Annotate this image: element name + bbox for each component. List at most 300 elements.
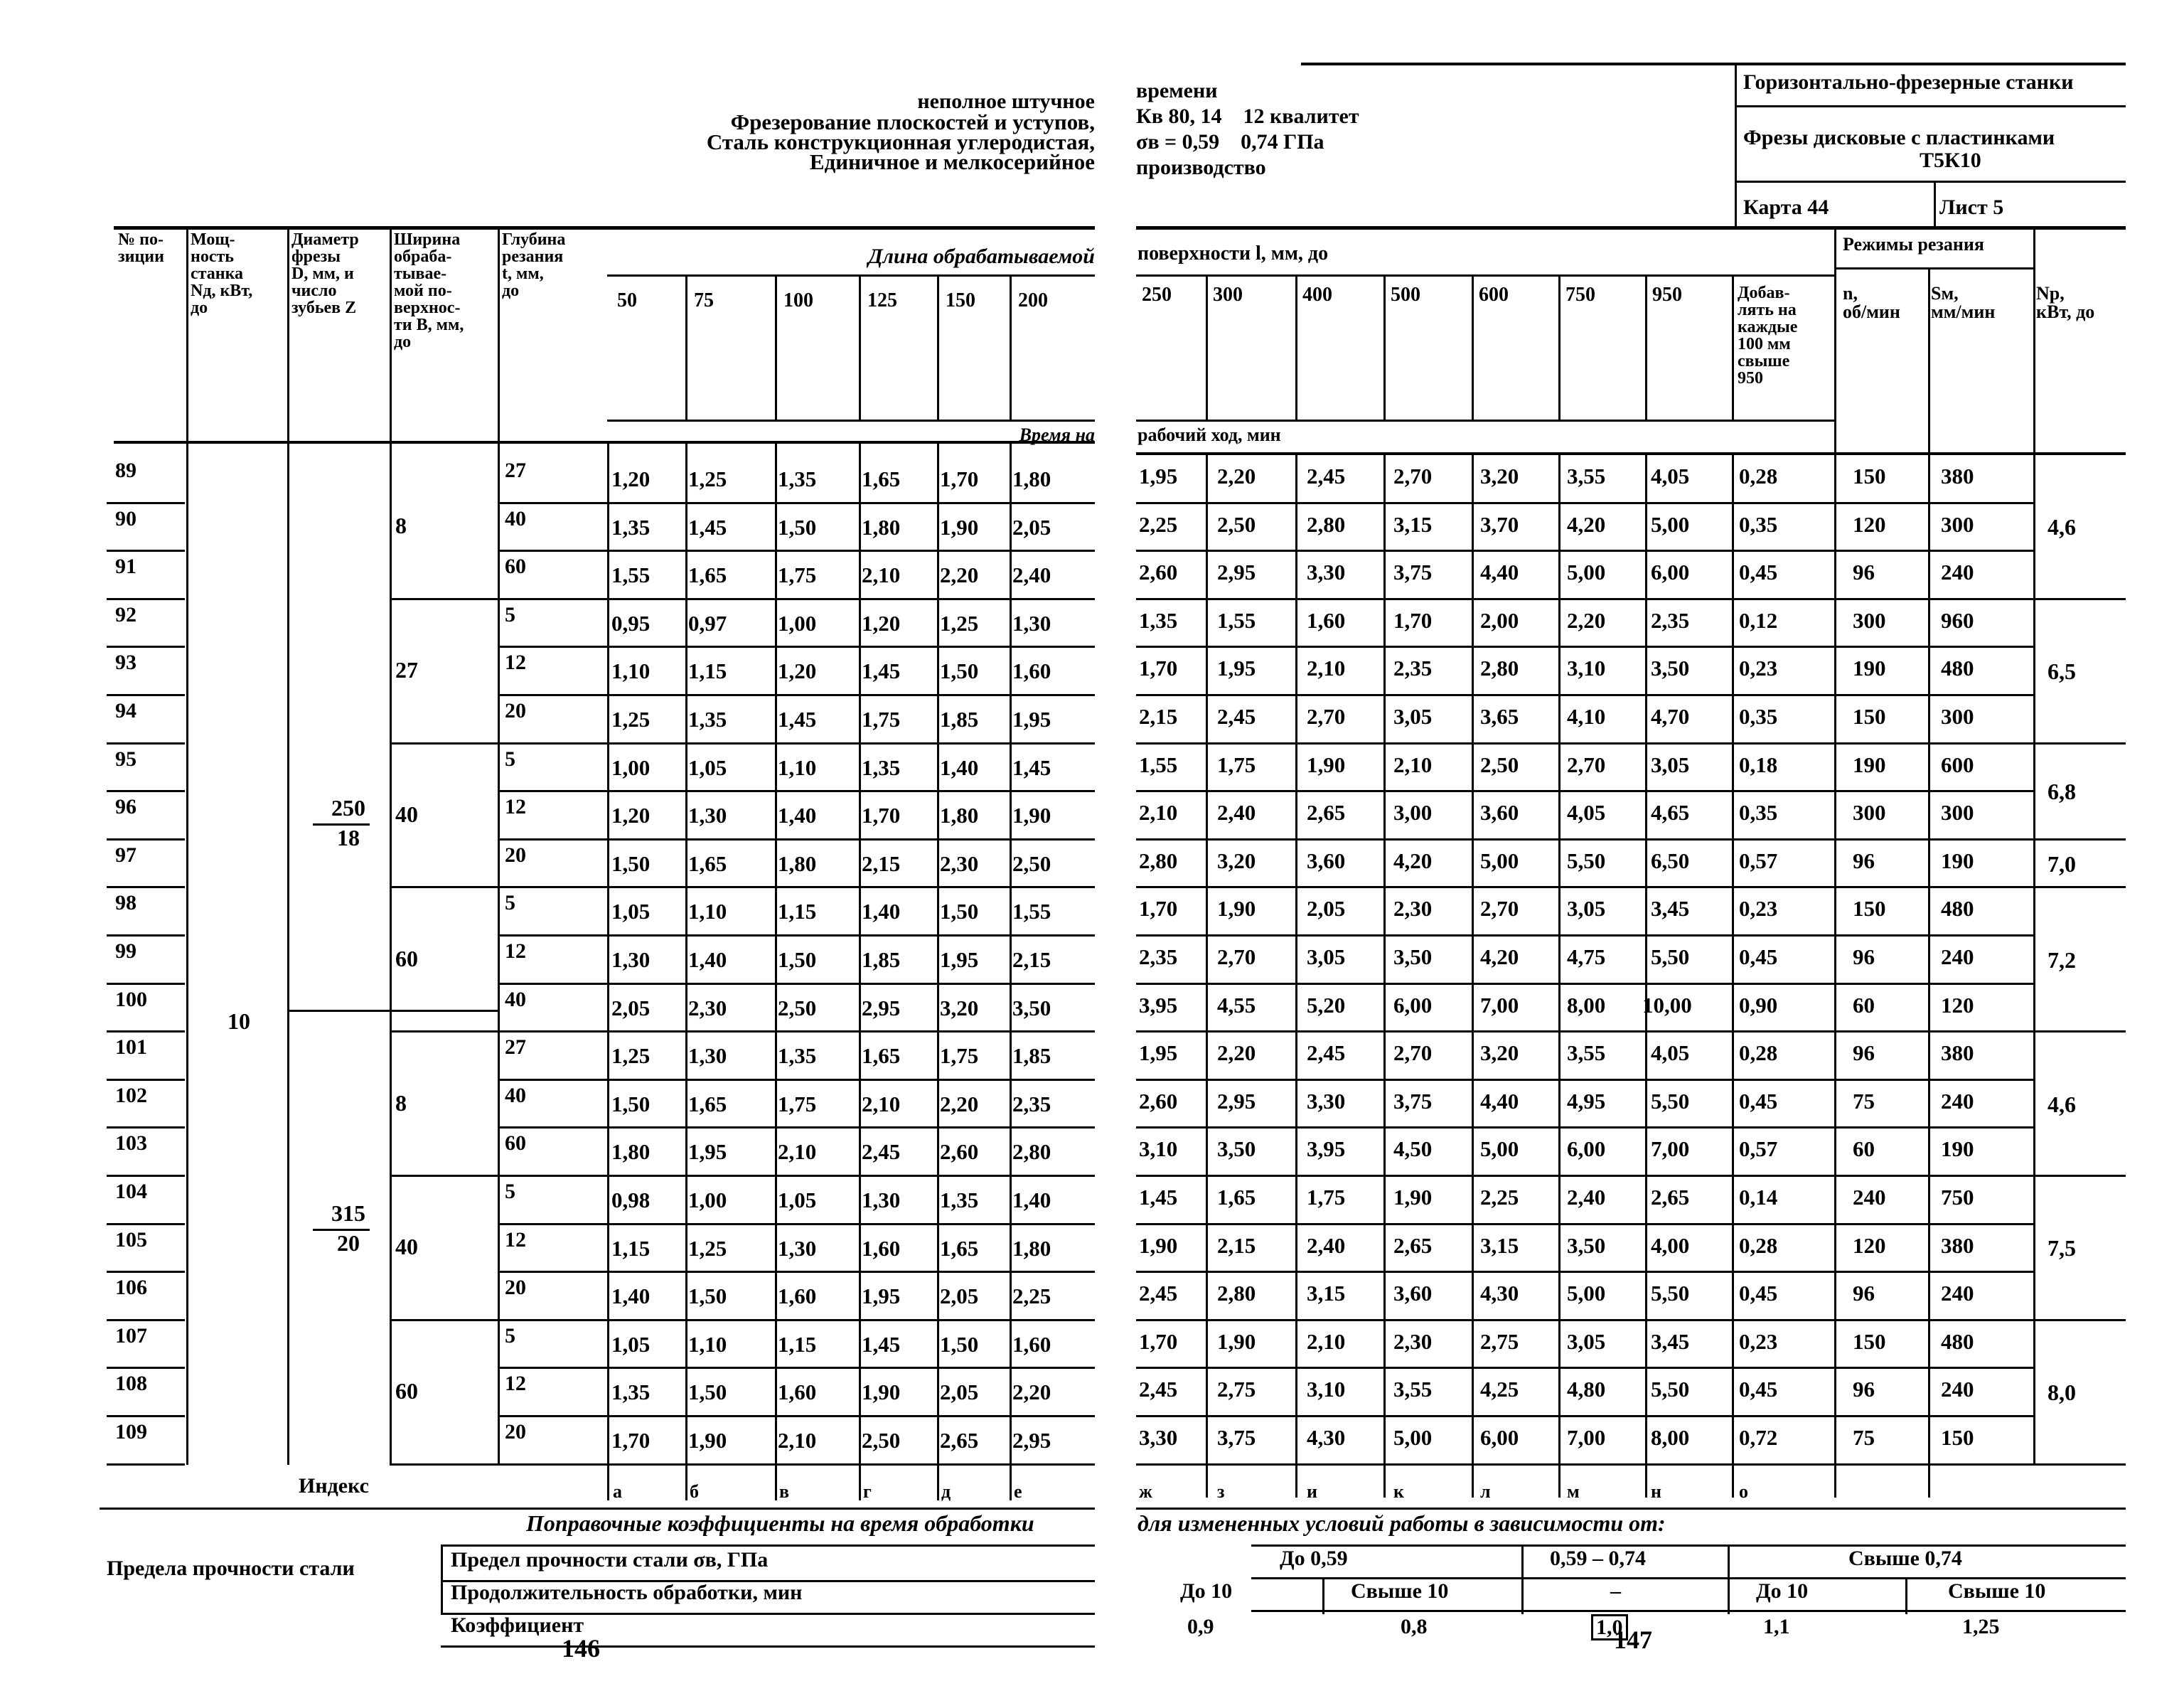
time-value: 2,30 <box>688 995 727 1020</box>
right-time-value: 120 <box>1853 1232 1886 1258</box>
time-value: 1,85 <box>1012 1043 1051 1069</box>
time-value: 1,55 <box>611 562 651 588</box>
right-time-value: 0,35 <box>1739 704 1778 729</box>
length-group-header: Длина обрабатываемой <box>868 245 1095 268</box>
depth-value: 27 <box>505 459 526 482</box>
time-value: 1,20 <box>611 803 651 828</box>
time-value: 1,95 <box>862 1284 901 1309</box>
right-time-value: 7,00 <box>1480 992 1519 1018</box>
right-time-value: 0,14 <box>1739 1185 1778 1210</box>
diam-fraction-denominator: 20 <box>337 1230 360 1256</box>
np-group-value: 8,0 <box>2048 1380 2076 1406</box>
length-col-header: 500 <box>1391 284 1420 306</box>
right-time-value: 300 <box>1853 607 1886 633</box>
right-time-value: 3,55 <box>1393 1377 1433 1402</box>
index-letter: ж <box>1139 1480 1152 1502</box>
right-time-value: 1,35 <box>1139 607 1178 633</box>
width-col-divider <box>390 441 392 1465</box>
right-time-value: 4,05 <box>1567 800 1606 826</box>
index-label: Индекс <box>299 1473 369 1498</box>
time-value: 1,30 <box>611 947 651 972</box>
time-value: 1,40 <box>778 803 817 828</box>
time-value: 1,90 <box>940 514 979 540</box>
np-group-rule <box>2033 742 2126 745</box>
right-time-value: 5,00 <box>1567 560 1606 585</box>
left-header-divider <box>390 226 392 441</box>
right-time-value: 0,45 <box>1739 1088 1778 1114</box>
right-time-value: 3,05 <box>1307 944 1346 969</box>
length-col-header: 50 <box>617 289 637 311</box>
length-col-divider <box>1206 274 1208 420</box>
right-col-divider <box>1732 452 1734 1498</box>
position-number: 103 <box>115 1131 147 1156</box>
factor-row-label: Коэффициент <box>451 1613 584 1637</box>
pos-row-rule <box>107 886 185 888</box>
position-number: 93 <box>115 651 136 675</box>
time-value: 1,80 <box>940 803 979 828</box>
factor-row-label: Продолжительность обработки, мин <box>451 1580 803 1604</box>
rf-divider <box>1322 1577 1324 1614</box>
data-row-rule <box>498 1030 1095 1033</box>
right-time-value: 2,00 <box>1480 607 1519 633</box>
right-time-value: 3,95 <box>1139 992 1178 1018</box>
time-value: 1,50 <box>940 1331 979 1357</box>
right-time-value: 190 <box>1941 848 1974 873</box>
right-time-value: 3,05 <box>1567 896 1606 922</box>
right-row-rule <box>1136 790 2033 792</box>
right-row-rule <box>1136 550 2033 552</box>
width-group-rule <box>390 742 498 745</box>
index-letter: н <box>1651 1480 1661 1502</box>
factor-row-label: Предел прочности стали σв, ГПа <box>451 1547 769 1572</box>
right-time-value: 3,60 <box>1393 1281 1433 1306</box>
depth-value: 5 <box>505 602 515 626</box>
pos-row-rule <box>107 934 185 937</box>
right-time-value: 2,40 <box>1567 1185 1606 1210</box>
position-number: 95 <box>115 747 136 771</box>
right-time-value: 60 <box>1853 1136 1875 1162</box>
index-letter: а <box>613 1480 622 1502</box>
right-time-value: 7,00 <box>1651 1136 1690 1162</box>
right-time-value: 1,90 <box>1139 1232 1178 1258</box>
right-length-group: поверхности l, мм, до <box>1138 242 1329 265</box>
index-letter: о <box>1739 1480 1748 1502</box>
time-value: 2,65 <box>940 1428 979 1453</box>
right-time-value: 2,35 <box>1651 607 1690 633</box>
right-time-value: 0,23 <box>1739 1328 1778 1354</box>
right-time-value: 0,28 <box>1739 464 1778 489</box>
time-value: 1,95 <box>1012 707 1051 732</box>
left-page-number: 146 <box>562 1634 600 1663</box>
time-value: 1,90 <box>862 1380 901 1405</box>
time-value: 3,50 <box>1012 995 1051 1020</box>
right-time-value: 1,70 <box>1139 656 1178 681</box>
time-value: 2,60 <box>940 1139 979 1165</box>
time-value: 2,35 <box>1012 1091 1051 1116</box>
time-value: 1,05 <box>688 754 727 780</box>
time-value: 2,05 <box>1012 514 1051 540</box>
time-value: 2,05 <box>940 1380 979 1405</box>
right-time-value: 0,28 <box>1739 1232 1778 1258</box>
right-row-rule <box>1136 983 2033 985</box>
time-value: 1,45 <box>688 514 727 540</box>
depth-value: 27 <box>505 1035 526 1060</box>
title-line-3: Т5К10 <box>1920 149 1981 172</box>
time-col-divider <box>859 441 861 1500</box>
time-value: 2,05 <box>611 995 651 1020</box>
right-time-value: 2,15 <box>1217 1232 1256 1258</box>
right-time-value: 3,95 <box>1307 1136 1346 1162</box>
right-row-rule <box>1136 1126 2033 1129</box>
right-time-value: 2,70 <box>1393 464 1433 489</box>
position-number: 98 <box>115 891 136 915</box>
right-time-value: 3,50 <box>1567 1232 1606 1258</box>
right-time-value: 0,45 <box>1739 1377 1778 1402</box>
time-col-divider <box>1010 441 1012 1500</box>
diam-fraction-numerator: 315 <box>331 1200 365 1226</box>
data-row-rule <box>498 502 1095 504</box>
length-col-divider <box>1558 274 1561 420</box>
time-value: 1,05 <box>778 1188 817 1212</box>
right-time-value: 2,70 <box>1307 704 1346 729</box>
width-group-value: 40 <box>395 1234 418 1260</box>
time-value: 1,35 <box>611 1380 651 1405</box>
modes-rule <box>1834 267 2033 270</box>
time-value: 1,05 <box>611 1331 651 1357</box>
right-time-value: 2,60 <box>1139 1088 1178 1114</box>
time-value: 2,15 <box>862 850 901 876</box>
position-number: 107 <box>115 1323 147 1348</box>
right-time-value: 3,00 <box>1393 800 1433 826</box>
time-value: 1,65 <box>688 850 727 876</box>
right-time-value: 2,50 <box>1480 752 1519 777</box>
pos-row-rule <box>107 1367 185 1369</box>
duration-col: Свыше 10 <box>1948 1579 2046 1603</box>
length-col-header: 600 <box>1479 284 1509 306</box>
time-value: 1,60 <box>1012 1331 1051 1357</box>
right-header-line: Кв 80, 14 12 квалитет <box>1136 105 1359 128</box>
right-row-rule <box>1136 838 2033 841</box>
right-time-value: 4,25 <box>1480 1377 1519 1402</box>
right-time-value: 240 <box>1941 944 1974 969</box>
time-value: 1,20 <box>611 466 651 491</box>
power-col-divider <box>186 441 188 1465</box>
right-time-value: 150 <box>1853 1328 1886 1354</box>
position-number: 108 <box>115 1372 147 1396</box>
right-time-value: 3,50 <box>1217 1136 1256 1162</box>
right-time-value: 2,35 <box>1393 656 1433 681</box>
right-time-value: 0,23 <box>1739 896 1778 922</box>
time-value: 1,50 <box>778 947 817 972</box>
right-header-line: производство <box>1136 156 1266 179</box>
data-row-rule <box>498 983 1095 985</box>
data-row-rule <box>498 1175 1095 1177</box>
data-row-rule <box>498 646 1095 648</box>
modes-header: Режимы резания <box>1843 234 1984 255</box>
right-time-value: 2,25 <box>1480 1185 1519 1210</box>
right-time-value: 5,00 <box>1567 1281 1606 1306</box>
length-col-divider <box>1472 274 1474 420</box>
right-time-value: 0,45 <box>1739 560 1778 585</box>
position-number: 102 <box>115 1083 147 1107</box>
right-time-value: 60 <box>1853 992 1875 1018</box>
time-value: 2,10 <box>778 1428 817 1453</box>
right-row-rule <box>1136 1367 2033 1369</box>
width-group-value: 60 <box>395 945 418 971</box>
time-col-divider <box>607 441 609 1500</box>
right-row-rule <box>1136 1271 2033 1273</box>
right-time-value: 2,05 <box>1307 896 1346 922</box>
left-top-rule <box>114 226 1095 230</box>
time-value: 1,50 <box>940 658 979 684</box>
width-group-value: 8 <box>395 513 407 539</box>
time-col-divider <box>775 441 777 1500</box>
width-group-rule <box>390 1319 498 1321</box>
right-row-rule <box>1136 1415 2033 1417</box>
time-value: 1,35 <box>611 514 651 540</box>
time-value: 1,30 <box>688 1043 727 1069</box>
right-time-value: 480 <box>1941 656 1974 681</box>
right-col-divider <box>1383 452 1386 1498</box>
right-time-value: 1,70 <box>1139 1328 1178 1354</box>
title-line-2: Фрезы дисковые с пластинками <box>1743 126 2055 149</box>
width-group-value: 27 <box>395 657 418 683</box>
modes-left-divider <box>1834 226 1836 455</box>
depth-value: 5 <box>505 1323 515 1348</box>
depth-value: 12 <box>505 939 526 963</box>
data-row-rule <box>498 1463 1095 1466</box>
pos-row-rule <box>107 598 185 600</box>
sheet-label: Лист 5 <box>1939 196 2004 219</box>
depth-value: 40 <box>505 1083 526 1107</box>
right-time-value: 7,00 <box>1567 1425 1606 1450</box>
index-letter: г <box>863 1480 872 1502</box>
time-value: 1,30 <box>688 803 727 828</box>
right-time-value: 1,60 <box>1307 607 1346 633</box>
right-time-value: 2,35 <box>1139 944 1178 969</box>
np-group-value: 4,6 <box>2048 1091 2076 1117</box>
factor-row-rule <box>441 1645 1095 1648</box>
right-correction-title: для измененных условий работы в зависимости от: <box>1138 1510 1666 1536</box>
time-value: 1,75 <box>778 1091 817 1116</box>
right-time-value: 3,10 <box>1139 1136 1178 1162</box>
time-value: 0,97 <box>688 610 727 636</box>
data-row-rule <box>498 1319 1095 1321</box>
right-time-value: 4,05 <box>1651 464 1690 489</box>
length-col-divider <box>1010 274 1012 420</box>
pos-row-rule <box>107 1223 185 1225</box>
right-time-value: 380 <box>1941 1040 1974 1066</box>
right-time-value: 2,80 <box>1139 848 1178 873</box>
right-time-value: 2,45 <box>1217 704 1256 729</box>
depth-value: 60 <box>505 1131 526 1156</box>
right-time-value: 3,60 <box>1307 848 1346 873</box>
right-time-value: 2,10 <box>1393 752 1433 777</box>
right-time-value: 240 <box>1853 1185 1886 1210</box>
right-row-rule <box>1136 1319 2033 1321</box>
right-time-value: 150 <box>1941 1425 1974 1450</box>
right-time-value: 2,45 <box>1139 1377 1178 1402</box>
right-time-value: 1,95 <box>1217 656 1256 681</box>
data-row-rule <box>498 1367 1095 1369</box>
data-row-rule <box>498 1079 1095 1081</box>
time-value: 1,30 <box>778 1235 817 1261</box>
time-value: 1,50 <box>688 1284 727 1309</box>
right-time-value: 4,30 <box>1480 1281 1519 1306</box>
position-number: 96 <box>115 795 136 819</box>
right-time-value: 2,75 <box>1217 1377 1256 1402</box>
right-time-value: 4,95 <box>1567 1088 1606 1114</box>
right-time-value: 2,50 <box>1217 511 1256 537</box>
right-time-value: 2,15 <box>1139 704 1178 729</box>
time-value: 1,60 <box>1012 658 1051 684</box>
depth-value: 20 <box>505 1276 526 1300</box>
pos-row-rule <box>107 1271 185 1273</box>
pos-row-rule <box>107 838 185 841</box>
right-time-value: 2,95 <box>1217 560 1256 585</box>
right-time-value: 2,70 <box>1217 944 1256 969</box>
time-value: 2,50 <box>862 1428 901 1453</box>
right-time-value: 3,05 <box>1651 752 1690 777</box>
left-correction-title: Поправочные коэффициенты на время обработки <box>526 1510 1034 1536</box>
right-time-value: 5,50 <box>1651 1281 1690 1306</box>
time-value: 2,15 <box>1012 947 1051 972</box>
time-value: 2,45 <box>862 1139 901 1165</box>
np-group-rule <box>2033 886 2126 888</box>
power-header: Мощ- ность станка Nд, кВт, до <box>191 230 253 317</box>
right-time-value: 2,30 <box>1393 1328 1433 1354</box>
right-time-value: 5,20 <box>1307 992 1346 1018</box>
position-number: 104 <box>115 1180 147 1203</box>
right-time-value: 300 <box>1941 704 1974 729</box>
right-header-line: времени <box>1136 79 1218 102</box>
time-value: 2,10 <box>862 1091 901 1116</box>
data-row-rule <box>498 1126 1095 1129</box>
time-value: 1,25 <box>940 610 979 636</box>
right-time-value: 190 <box>1941 1136 1974 1162</box>
time-value: 1,20 <box>862 610 901 636</box>
time-value: 1,90 <box>1012 803 1051 828</box>
time-value: 2,25 <box>1012 1284 1051 1309</box>
diam-fraction-denominator: 18 <box>337 825 360 850</box>
right-time-value: 0,35 <box>1739 800 1778 826</box>
right-time-rule <box>1136 420 1834 422</box>
right-time-value: 75 <box>1853 1088 1875 1114</box>
right-length-rule <box>1136 274 1834 277</box>
time-value: 1,55 <box>1012 899 1051 924</box>
length-col-header: 150 <box>946 289 975 311</box>
time-value: 1,50 <box>688 1380 727 1405</box>
right-col-divider <box>1558 452 1561 1498</box>
time-value: 0,98 <box>611 1188 651 1212</box>
time-value: 1,50 <box>611 1091 651 1116</box>
index-letter: з <box>1217 1480 1225 1502</box>
time-value: 3,20 <box>940 995 979 1020</box>
right-time-value: 2,40 <box>1307 1232 1346 1258</box>
right-time-value: 3,75 <box>1393 560 1433 585</box>
data-row-rule <box>498 1223 1095 1225</box>
right-time-value: 300 <box>1941 511 1974 537</box>
index-letter: д <box>941 1480 951 1502</box>
time-value: 1,40 <box>1012 1188 1051 1212</box>
time-value: 1,35 <box>778 466 817 491</box>
right-time-value: 4,50 <box>1393 1136 1433 1162</box>
time-value: 1,60 <box>862 1235 901 1261</box>
right-time-value: 2,65 <box>1393 1232 1433 1258</box>
right-time-value: 2,70 <box>1480 896 1519 922</box>
depth-value: 12 <box>505 1372 526 1396</box>
pos-row-rule <box>107 694 185 696</box>
right-page-number: 147 <box>1614 1626 1652 1654</box>
time-value: 1,80 <box>1012 1235 1051 1261</box>
right-time-value: 4,40 <box>1480 560 1519 585</box>
pos-row-rule <box>107 790 185 792</box>
right-time-value: 1,55 <box>1139 752 1178 777</box>
time-value: 2,95 <box>862 995 901 1020</box>
n-header: n, об/мин <box>1843 283 1900 322</box>
n-s-divider <box>1928 267 1930 455</box>
index-letter: м <box>1567 1480 1580 1502</box>
time-value: 1,00 <box>688 1188 727 1212</box>
right-time-value: 120 <box>1853 511 1886 537</box>
index-letter: к <box>1393 1480 1404 1502</box>
right-time-value: 4,30 <box>1307 1425 1346 1450</box>
pos-row-rule <box>107 1126 185 1129</box>
right-time-value: 150 <box>1853 464 1886 489</box>
right-time-value: 6,50 <box>1651 848 1690 873</box>
time-value: 1,10 <box>688 1331 727 1357</box>
corr-rule-1 <box>441 1544 1095 1547</box>
modes-right-divider <box>2033 226 2035 455</box>
position-number: 109 <box>115 1420 147 1444</box>
left-header-line: неполное штучное <box>917 90 1095 113</box>
right-time-value: 0,57 <box>1739 848 1778 873</box>
coef-value-boxed: 1,0 <box>1591 1614 1628 1641</box>
right-header-line: σв = 0,59 0,74 ГПа <box>1136 130 1324 154</box>
rf-rule-1 <box>1251 1544 2126 1547</box>
right-time-value: 0,45 <box>1739 944 1778 969</box>
right-time-value: 2,20 <box>1217 1040 1256 1066</box>
pos-row-rule <box>107 1415 185 1417</box>
right-time-value: 240 <box>1941 1088 1974 1114</box>
right-time-value: 2,30 <box>1393 896 1433 922</box>
right-time-value: 0,12 <box>1739 607 1778 633</box>
right-time-value: 3,15 <box>1480 1232 1519 1258</box>
duration-col: До 10 <box>1180 1579 1233 1603</box>
width-group-rule <box>390 1463 498 1466</box>
right-time-value: 4,40 <box>1480 1088 1519 1114</box>
data-row-rule <box>498 694 1095 696</box>
time-value: 1,65 <box>862 1043 901 1069</box>
right-time-value: 3,10 <box>1307 1377 1346 1402</box>
length-col-header: 750 <box>1565 284 1595 306</box>
right-time-value: 5,00 <box>1480 848 1519 873</box>
duration-col: – <box>1610 1579 1621 1603</box>
right-time-value: 2,20 <box>1567 607 1606 633</box>
right-time-value: 380 <box>1941 1232 1974 1258</box>
right-row-rule <box>1136 1463 2033 1466</box>
time-value: 2,30 <box>940 850 979 876</box>
right-time-value: 0,28 <box>1739 1040 1778 1066</box>
right-time-value: 3,20 <box>1217 848 1256 873</box>
right-time-value: 3,45 <box>1651 896 1690 922</box>
right-time-value: 480 <box>1941 1328 1974 1354</box>
pos-row-rule <box>107 1319 185 1321</box>
time-value: 1,15 <box>778 1331 817 1357</box>
index-bottom-rule <box>100 1508 1095 1510</box>
right-time-value: 600 <box>1941 752 1974 777</box>
length-col-header: 950 <box>1652 284 1682 306</box>
